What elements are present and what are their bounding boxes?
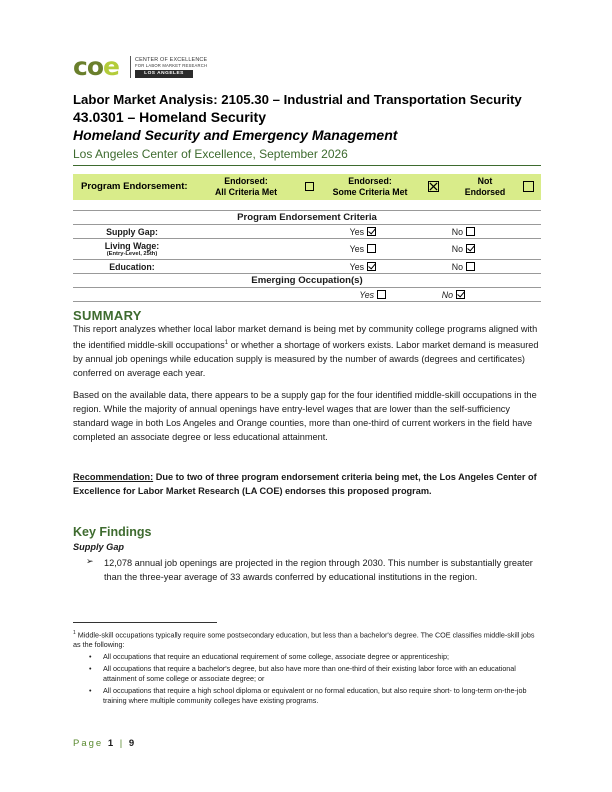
yes-label: Yes	[349, 261, 364, 272]
page-total: 9	[128, 738, 137, 749]
option-some-line1: Endorsed:	[348, 176, 392, 186]
yes-label: Yes	[359, 289, 374, 300]
criteria-row-education	[73, 260, 541, 274]
option-not-line1: Not	[477, 176, 493, 186]
logo-badge: LOS ANGELES	[135, 70, 193, 78]
key-findings-heading: Key Findings	[73, 525, 152, 539]
endorsement-option-all	[201, 176, 291, 198]
emerging-yes-cell	[73, 288, 386, 302]
option-some-line2: Some Criteria Met	[332, 187, 408, 197]
summary-heading: SUMMARY	[73, 308, 142, 323]
criteria-no-cell	[386, 225, 541, 239]
title-rule	[73, 165, 541, 166]
checkbox-checked-icon[interactable]	[466, 244, 475, 253]
footnote-bullet-item	[73, 686, 541, 706]
criteria-no-cell	[386, 260, 541, 274]
criteria-header-row	[73, 211, 541, 225]
checkbox-empty-icon[interactable]	[367, 244, 376, 253]
criteria-yes-cell	[191, 239, 386, 260]
summary-p1-text-b: or whether a shortage of workers exists. Labor market demand is measured by annual job openings while education supply is measured by the number of awards (degrees and certificates) conferred on average each year.	[73, 340, 539, 379]
footnote-bullet-text: All occupations that require a high school diploma or equivalent or no formal education, but also require short- to long-term on-the-job training where multiple community colleges have existing programs.	[103, 686, 527, 705]
recommendation-text: Due to two of three program endorsement criteria being met, the Los Angeles Center of Excellence for Labor Market Research (LA COE) endorses this proposed program.	[73, 472, 537, 496]
summary-p1-text-a: This report analyzes whether local labor market demand is being met by community college programs aligned with the identified middle-skill occupations	[73, 324, 538, 351]
summary-paragraph-1	[73, 322, 541, 380]
footnote-mark: 1	[73, 630, 76, 636]
criteria-sublabel: (Entry-Level, 25th)	[106, 251, 158, 257]
program-name: Homeland Security and Emergency Management	[73, 127, 398, 143]
page-separator: |	[115, 738, 129, 749]
checkbox-all-criteria[interactable]	[305, 182, 314, 191]
checkbox-empty-icon[interactable]	[466, 262, 475, 271]
no-label: No	[441, 289, 453, 300]
x-mark-icon	[429, 182, 438, 191]
yes-label: Yes	[349, 226, 364, 237]
supply-gap-subheading: Supply Gap	[73, 542, 125, 552]
criteria-row-supply-gap	[73, 225, 541, 239]
checkbox-empty-icon[interactable]	[377, 290, 386, 299]
page-number	[73, 738, 136, 749]
emerging-header-row	[73, 274, 541, 288]
report-subtitle: Los Angeles Center of Excellence, September 2026	[73, 147, 348, 161]
criteria-label: Education:	[73, 260, 191, 274]
checkbox-not-endorsed[interactable]	[523, 181, 534, 192]
emerging-header: Emerging Occupation(s)	[73, 274, 541, 288]
logo-line-1: CENTER OF EXCELLENCE	[135, 57, 208, 63]
bullet-icon: •	[89, 664, 92, 673]
footnote-bullet-text: All occupations that require a bachelor's degree, but also have more than one-third of their existing labor force with an educational attainment of some college or associate degree; or	[103, 664, 516, 683]
bullet-icon: •	[89, 686, 92, 695]
criteria-no-cell	[386, 239, 541, 260]
criteria-yes-cell	[191, 225, 386, 239]
recommendation-paragraph	[73, 470, 541, 498]
checkbox-checked-icon[interactable]	[456, 290, 465, 299]
yes-label: Yes	[349, 244, 364, 254]
footnote-body: Middle-skill occupations typically require some postsecondary education, but less than a bachelor's degree. The COE classifies middle-skill jobs as the following:	[73, 630, 535, 650]
emerging-row	[73, 288, 541, 302]
endorsement-option-not	[455, 176, 515, 198]
criteria-yes-cell	[191, 260, 386, 274]
no-label: No	[451, 244, 463, 254]
footnote-bullet-text: All occupations that require an educational requirement of some college, associate degree or apprenticeship;	[103, 652, 450, 661]
footnote-bullet-item	[73, 664, 541, 684]
endorsement-label: Program Endorsement:	[81, 181, 188, 192]
coe-logo	[73, 54, 223, 80]
logo-divider	[130, 56, 131, 78]
option-all-line2: All Criteria Met	[214, 187, 278, 197]
checkbox-some-criteria[interactable]	[428, 181, 439, 192]
criteria-label-cell	[73, 239, 191, 260]
criteria-label: Living Wage:	[104, 241, 160, 251]
page-label: Page	[73, 738, 104, 749]
endorsement-option-some	[325, 176, 415, 198]
checkbox-checked-icon[interactable]	[367, 227, 376, 236]
arrow-bullet-icon: ➢	[86, 556, 94, 566]
page-current: 1	[107, 738, 116, 749]
footnote-list	[73, 652, 541, 708]
criteria-row-living-wage	[73, 239, 541, 260]
finding-item: 12,078 annual job openings are projected in the region through 2030. This number is substantially greater than the three-year average of 33 awards conferred by educational institutions in the region.	[104, 558, 533, 582]
criteria-label: Supply Gap:	[73, 225, 191, 239]
footnote-rule	[73, 622, 217, 623]
emerging-no-cell	[386, 288, 541, 302]
bullet-icon: •	[89, 652, 92, 661]
checkbox-checked-icon[interactable]	[367, 262, 376, 271]
criteria-header: Program Endorsement Criteria	[73, 211, 541, 225]
footnote-text	[73, 628, 541, 650]
logo-line-2: FOR LABOR MARKET RESEARCH	[135, 63, 208, 68]
report-code: 43.0301 – Homeland Security	[73, 109, 266, 125]
footnote-bullet-item	[73, 652, 541, 662]
footnote-ref[interactable]: 1	[224, 340, 229, 346]
no-label: No	[451, 261, 463, 272]
recommendation-label: Recommendation:	[73, 472, 154, 482]
option-not-line2: Endorsed	[464, 187, 506, 197]
logo-letters: coe	[73, 52, 119, 81]
checkbox-empty-icon[interactable]	[466, 227, 475, 236]
no-label: No	[451, 226, 463, 237]
criteria-table	[73, 210, 541, 302]
report-title: Labor Market Analysis: 2105.30 – Industrial and Transportation Security	[73, 92, 522, 107]
summary-paragraph-2: Based on the available data, there appears to be a supply gap for the four identified middle-skill occupations in the region. While the majority of annual openings have entry-level wages that are lower than the self-sufficiency standard wage in both Los Angeles and Orange counties, more than one-third of current workers in the field have completed an associate degree or less educational attainment.	[73, 390, 537, 442]
option-all-line1: Endorsed:	[224, 176, 268, 186]
endorsement-bar	[73, 174, 541, 200]
